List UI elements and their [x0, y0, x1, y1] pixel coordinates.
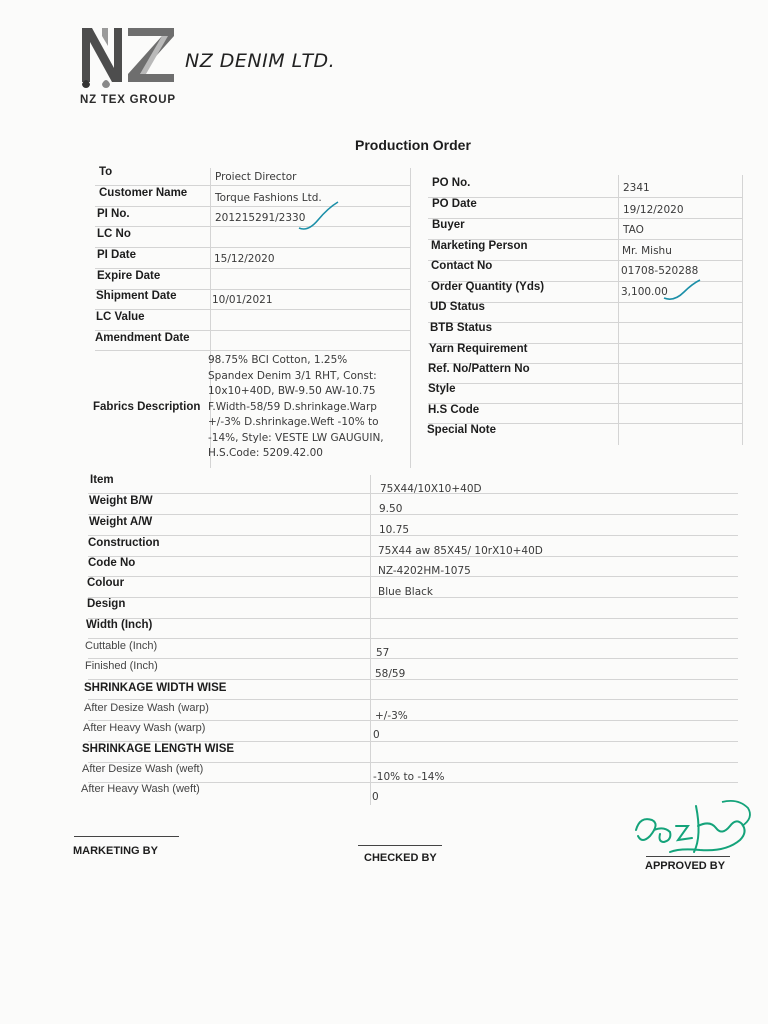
special-note-label: Special Note — [427, 424, 497, 436]
company-name: NZ DENIM LTD. — [185, 50, 336, 72]
right-col-rule — [618, 175, 619, 445]
spec-row-rule — [88, 535, 738, 536]
spec-row-rule — [88, 638, 738, 639]
lc-no-label: LC No — [97, 228, 131, 240]
approved-signature-line — [646, 856, 730, 857]
shipment-date-label: Shipment Date — [96, 290, 177, 302]
fabrics-description-value — [208, 353, 398, 462]
check-mark-icon — [296, 198, 342, 234]
code-no-value: NZ-4202HM-1075 — [378, 565, 471, 577]
contact-no-value: 01708-520288 — [621, 265, 699, 277]
right-row-rule — [428, 383, 743, 384]
design-label: Design — [87, 598, 126, 610]
spec-row-rule — [88, 720, 738, 721]
pi-no-value: 201215291/2330 — [215, 212, 306, 224]
expire-date-label: Expire Date — [97, 270, 161, 282]
left-row-rule — [95, 226, 410, 227]
spec-row-rule — [88, 699, 738, 700]
checked-signature-line — [358, 845, 442, 846]
construction-label: Construction — [88, 537, 160, 549]
left-row-rule — [95, 185, 410, 186]
item-label: Item — [90, 474, 114, 486]
fabrics-description-label: Fabrics Description — [93, 401, 201, 413]
heavy-warp-value: 0 — [373, 729, 380, 741]
finished-label: Finished (Inch) — [85, 660, 158, 672]
cuttable-value: 57 — [376, 647, 390, 659]
lc-value-label: LC Value — [96, 311, 145, 323]
weight-aw-label: Weight A/W — [89, 516, 153, 528]
po-no-label: PO No. — [432, 177, 471, 189]
weight-aw-value: 10.75 — [379, 524, 410, 536]
weight-bw-label: Weight B/W — [89, 495, 153, 507]
po-date-label: PO Date — [432, 198, 477, 210]
style-label: Style — [428, 383, 456, 395]
item-value: 75X44/10X10+40D — [380, 483, 482, 495]
desize-weft-value: -10% to -14% — [373, 771, 445, 783]
left-row-rule — [95, 247, 410, 248]
marketing-by-label: MARKETING BY — [73, 845, 158, 857]
pi-date-label: PI Date — [97, 249, 136, 261]
spec-row-rule — [88, 741, 738, 742]
group-name: NZ TEX GROUP — [80, 94, 176, 106]
hs-code-label: H.S Code — [428, 404, 480, 416]
code-no-label: Code No — [88, 557, 136, 569]
fabrics-line: H.S.Code: 5209.42.00 — [208, 447, 323, 459]
btb-status-label: BTB Status — [430, 322, 492, 334]
heavy-weft-label: After Heavy Wash (weft) — [81, 783, 200, 795]
check-mark-icon — [660, 274, 704, 304]
left-row-rule — [95, 330, 410, 331]
document-title: Production Order — [355, 137, 471, 153]
yarn-requirement-label: Yarn Requirement — [429, 343, 528, 355]
pi-no-label: PI No. — [97, 208, 130, 220]
left-row-rule — [95, 350, 410, 351]
spec-row-rule — [88, 658, 738, 659]
colour-value: Blue Black — [378, 586, 433, 598]
approved-by-label: APPROVED BY — [645, 860, 726, 872]
right-row-rule — [428, 218, 743, 219]
spec-row-rule — [88, 514, 738, 515]
colour-label: Colour — [87, 577, 125, 589]
fabrics-line: -14%, Style: VESTE LW GAUGUIN, — [208, 431, 384, 444]
fabrics-line: Spandex Denim 3/1 RHT, Const: — [208, 369, 377, 382]
right-col-rule — [742, 175, 743, 445]
desize-weft-label: After Desize Wash (weft) — [82, 763, 204, 775]
buyer-value: TAO — [623, 224, 644, 236]
amendment-date-label: Amendment Date — [95, 332, 190, 344]
weight-bw-value: 9.50 — [379, 503, 403, 515]
spec-row-rule — [88, 618, 738, 619]
shrinkage-width-heading: SHRINKAGE WIDTH WISE — [84, 682, 227, 694]
left-col-rule — [410, 168, 411, 468]
width-label: Width (Inch) — [86, 619, 153, 631]
desize-warp-label: After Desize Wash (warp) — [84, 702, 209, 714]
marketing-signature-line — [74, 836, 179, 837]
buyer-label: Buyer — [432, 219, 465, 231]
checked-by-label: CHECKED BY — [364, 852, 437, 864]
po-date-value: 19/12/2020 — [623, 204, 684, 216]
to-label: To — [99, 166, 113, 178]
shipment-date-value: 10/01/2021 — [212, 294, 273, 306]
left-row-rule — [95, 268, 410, 269]
order-quantity-value: 3,100.00 — [621, 286, 668, 298]
ref-no-label: Ref. No/Pattern No — [428, 363, 530, 375]
spec-col-rule — [370, 475, 371, 805]
construction-value: 75X44 aw 85X45/ 10rX10+40D — [378, 545, 543, 557]
fabrics-line: +/-3% D.shrinkage.Weft -10% to — [208, 416, 379, 428]
fabrics-line: F.Width-58/59 D.shrinkage.Warp — [208, 400, 377, 413]
left-row-rule — [95, 206, 410, 207]
ud-status-label: UD Status — [430, 301, 485, 313]
contact-no-label: Contact No — [431, 260, 493, 272]
shrinkage-length-heading: SHRINKAGE LENGTH WISE — [82, 743, 235, 755]
marketing-person-value: Mr. Mishu — [622, 245, 672, 257]
heavy-weft-value: 0 — [372, 791, 379, 803]
fabrics-line: 98.75% BCI Cotton, 1.25% — [208, 354, 348, 366]
fabrics-line: 10x10+40D, BW-9.50 AW-10.75 — [208, 385, 376, 397]
cuttable-label: Cuttable (Inch) — [85, 640, 158, 652]
to-value: Proiect Director — [215, 171, 297, 183]
customer-name-value: Torque Fashions Ltd. — [215, 192, 322, 204]
nz-logo — [74, 22, 184, 90]
customer-name-label: Customer Name — [99, 187, 188, 199]
finished-value: 58/59 — [375, 668, 406, 680]
spec-row-rule — [88, 679, 738, 680]
desize-warp-value: +/-3% — [375, 710, 408, 722]
order-quantity-label: Order Quantity (Yds) — [431, 281, 545, 293]
pi-date-value: 15/12/2020 — [214, 253, 275, 265]
marketing-person-label: Marketing Person — [431, 240, 528, 252]
heavy-warp-label: After Heavy Wash (warp) — [83, 722, 206, 734]
left-row-rule — [95, 309, 410, 310]
po-no-value: 2341 — [623, 182, 650, 194]
